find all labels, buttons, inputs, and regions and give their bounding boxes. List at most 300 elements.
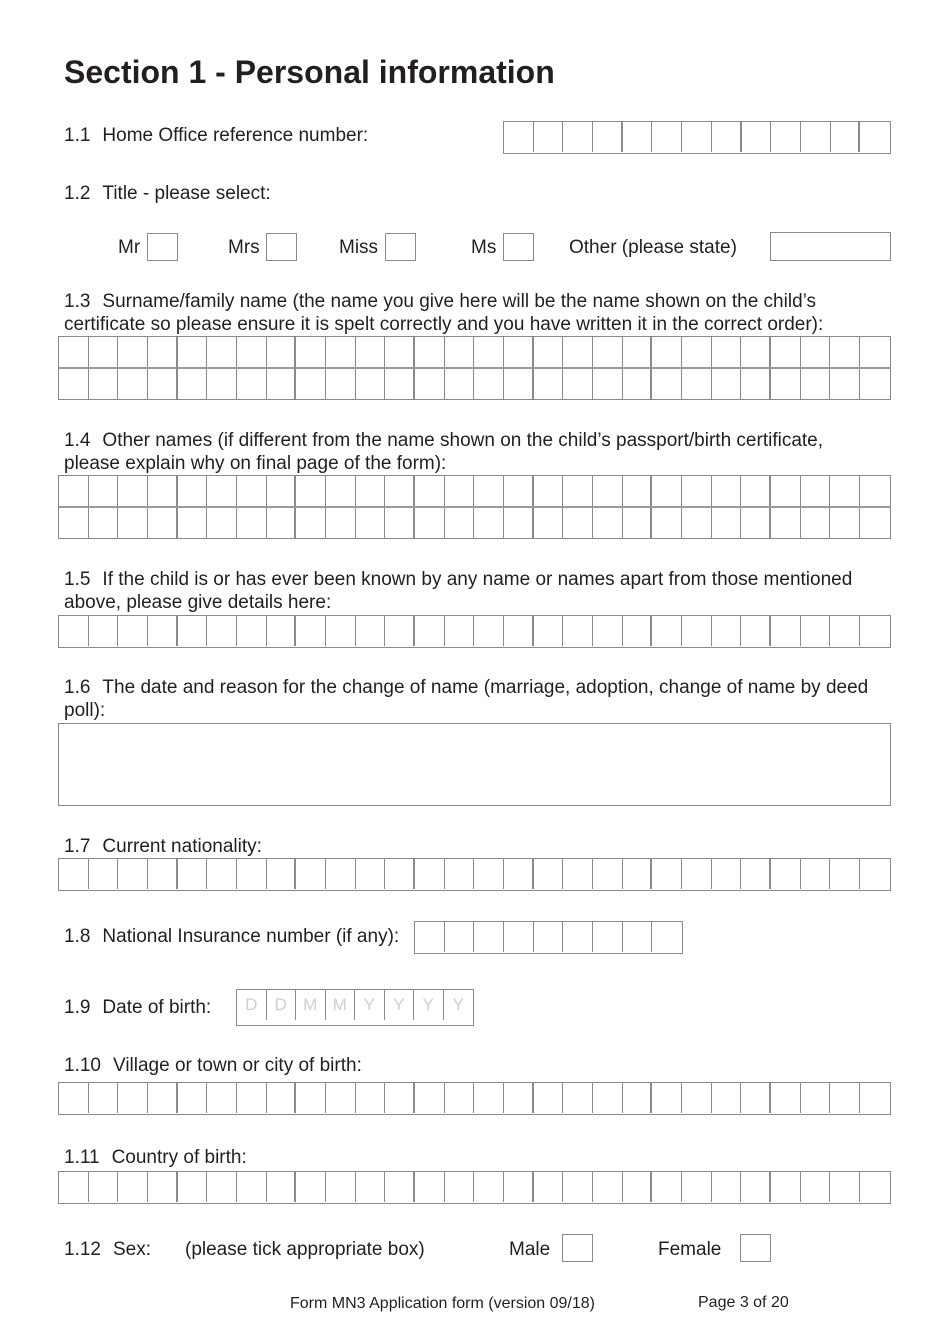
char-box[interactable] (118, 369, 148, 399)
char-box[interactable] (534, 616, 564, 646)
char-box[interactable] (326, 369, 356, 399)
char-box[interactable]: D (267, 990, 297, 1020)
char-box[interactable] (385, 1083, 415, 1113)
char-box[interactable] (741, 337, 771, 367)
char-box[interactable] (652, 476, 682, 506)
char-box[interactable] (59, 508, 89, 538)
char-box[interactable] (59, 476, 89, 506)
char-box[interactable] (59, 616, 89, 646)
char-box[interactable] (267, 508, 297, 538)
char-box[interactable] (623, 508, 653, 538)
char-box[interactable] (474, 369, 504, 399)
char-box[interactable] (741, 1083, 771, 1113)
char-box[interactable] (267, 1083, 297, 1113)
char-box[interactable] (356, 1083, 386, 1113)
char-box[interactable] (712, 337, 742, 367)
char-box[interactable] (563, 476, 593, 506)
char-box[interactable] (148, 508, 178, 538)
char-box[interactable] (445, 922, 475, 952)
char-box[interactable] (534, 1083, 564, 1113)
char-box[interactable] (860, 616, 890, 646)
char-box[interactable] (59, 1083, 89, 1113)
q1-5-line1 (64, 568, 852, 591)
char-box[interactable] (623, 922, 653, 952)
town-of-birth-input[interactable] (58, 1082, 891, 1115)
sex-male-checkbox[interactable] (562, 1234, 593, 1262)
char-box[interactable] (207, 508, 237, 538)
char-box[interactable] (385, 337, 415, 367)
char-box[interactable] (682, 859, 712, 889)
char-box[interactable] (534, 508, 564, 538)
char-box[interactable] (830, 859, 860, 889)
char-box[interactable] (89, 476, 119, 506)
char-box[interactable] (474, 922, 504, 952)
char-box[interactable] (860, 508, 890, 538)
char-box[interactable] (504, 1083, 534, 1113)
char-box[interactable] (563, 337, 593, 367)
char-box[interactable] (445, 508, 475, 538)
nationality-input[interactable] (58, 858, 891, 891)
char-box[interactable] (623, 369, 653, 399)
other-names-input[interactable] (58, 475, 891, 539)
char-box[interactable] (445, 859, 475, 889)
grid-row (59, 616, 890, 646)
char-box[interactable] (59, 337, 89, 367)
char-box[interactable] (742, 122, 772, 152)
char-box[interactable] (296, 476, 326, 506)
char-box[interactable] (593, 1172, 623, 1202)
char-box[interactable] (771, 337, 801, 367)
char-box[interactable] (356, 337, 386, 367)
char-box[interactable] (682, 369, 712, 399)
char-box[interactable] (267, 1172, 297, 1202)
char-box[interactable] (771, 1172, 801, 1202)
ni-number-input[interactable] (414, 921, 683, 954)
char-box[interactable] (801, 1172, 831, 1202)
char-box[interactable] (771, 1083, 801, 1113)
country-of-birth-input[interactable] (58, 1171, 891, 1204)
q1-3-line1 (64, 290, 816, 313)
char-box[interactable] (860, 337, 890, 367)
char-box[interactable] (474, 508, 504, 538)
char-box[interactable] (237, 1083, 267, 1113)
char-box[interactable] (830, 1083, 860, 1113)
char-box[interactable] (741, 476, 771, 506)
char-box[interactable] (326, 476, 356, 506)
char-box[interactable] (89, 508, 119, 538)
q1-9-label (64, 996, 211, 1019)
char-box[interactable] (504, 616, 534, 646)
char-box[interactable] (148, 369, 178, 399)
char-box[interactable] (712, 1083, 742, 1113)
char-box[interactable] (118, 1172, 148, 1202)
char-box[interactable] (296, 369, 326, 399)
char-box[interactable] (445, 1172, 475, 1202)
char-box[interactable] (415, 476, 445, 506)
char-box[interactable] (563, 859, 593, 889)
char-box[interactable]: Y (452, 995, 464, 1014)
title-ms-checkbox[interactable] (503, 233, 534, 261)
char-box[interactable] (860, 369, 890, 399)
q1-1-text: Home Office reference number: (102, 125, 369, 146)
char-box[interactable] (712, 616, 742, 646)
char-box[interactable] (207, 859, 237, 889)
char-box[interactable] (89, 1172, 119, 1202)
char-box[interactable] (356, 476, 386, 506)
char-box[interactable] (860, 122, 890, 152)
title-mrs-checkbox[interactable] (266, 233, 297, 261)
char-box[interactable]: Y (385, 990, 415, 1020)
char-box[interactable] (504, 476, 534, 506)
char-box[interactable] (356, 859, 386, 889)
char-box[interactable] (682, 476, 712, 506)
char-box[interactable] (771, 616, 801, 646)
char-box[interactable] (415, 337, 445, 367)
char-box[interactable] (267, 476, 297, 506)
date-of-birth-input[interactable] (236, 989, 474, 1026)
char-box[interactable] (712, 508, 742, 538)
char-box[interactable] (563, 616, 593, 646)
char-box[interactable] (178, 369, 208, 399)
char-box[interactable] (563, 508, 593, 538)
char-box[interactable] (385, 369, 415, 399)
char-box[interactable] (534, 859, 564, 889)
char-box[interactable] (682, 508, 712, 538)
q1-9-text: Date of birth: (102, 997, 212, 1018)
char-box[interactable] (89, 859, 119, 889)
char-box[interactable] (534, 337, 564, 367)
char-box[interactable] (207, 476, 237, 506)
char-box[interactable] (178, 337, 208, 367)
char-box[interactable] (356, 1172, 386, 1202)
char-box[interactable] (771, 859, 801, 889)
char-box[interactable] (118, 616, 148, 646)
q1-12-number: 1.12 (64, 1239, 101, 1260)
char-box[interactable] (652, 122, 682, 152)
char-box[interactable] (831, 122, 861, 152)
char-box[interactable] (504, 337, 534, 367)
char-box[interactable] (267, 859, 297, 889)
char-box[interactable] (89, 1083, 119, 1113)
char-box[interactable] (178, 616, 208, 646)
char-box[interactable] (593, 508, 623, 538)
char-box[interactable] (860, 476, 890, 506)
char-box[interactable] (830, 476, 860, 506)
char-box[interactable] (652, 922, 682, 952)
char-box[interactable] (652, 1172, 682, 1202)
char-box[interactable] (385, 859, 415, 889)
char-box[interactable] (445, 616, 475, 646)
char-box[interactable] (623, 337, 653, 367)
char-box[interactable] (237, 508, 267, 538)
char-box[interactable] (504, 1172, 534, 1202)
char-box[interactable] (593, 616, 623, 646)
q1-4-line2: please explain why on final page of the form): (64, 453, 447, 474)
char-box[interactable] (801, 369, 831, 399)
char-box[interactable] (623, 859, 653, 889)
title-ms-label: Ms (471, 237, 497, 258)
char-box[interactable] (148, 476, 178, 506)
char-box[interactable] (830, 1172, 860, 1202)
char-box[interactable] (534, 922, 564, 952)
char-box[interactable] (385, 1172, 415, 1202)
char-box[interactable] (712, 1172, 742, 1202)
char-box[interactable] (801, 508, 831, 538)
grid-row (59, 1083, 890, 1113)
char-box[interactable] (623, 616, 653, 646)
char-box[interactable] (593, 337, 623, 367)
char-box[interactable] (89, 369, 119, 399)
char-box[interactable] (652, 369, 682, 399)
char-box[interactable] (178, 1083, 208, 1113)
char-box[interactable] (118, 508, 148, 538)
q1-3-line2: certificate so please ensure it is spelt correctly and you have written it in the correct order): (64, 314, 824, 335)
char-box[interactable] (563, 122, 593, 152)
char-box[interactable] (712, 122, 742, 152)
q1-5-line2: above, please give details here: (64, 592, 332, 613)
char-box[interactable] (415, 616, 445, 646)
char-box[interactable] (385, 476, 415, 506)
char-box[interactable] (741, 1172, 771, 1202)
char-box[interactable] (801, 337, 831, 367)
char-box[interactable] (385, 616, 415, 646)
char-box[interactable] (563, 922, 593, 952)
char-box[interactable] (237, 476, 267, 506)
char-box[interactable] (504, 508, 534, 538)
title-miss-checkbox[interactable] (385, 233, 416, 261)
char-box[interactable] (593, 922, 623, 952)
char-box[interactable] (771, 369, 801, 399)
grid-row (59, 367, 890, 399)
char-box[interactable] (148, 859, 178, 889)
q1-4-number: 1.4 (64, 430, 91, 451)
char-box[interactable] (326, 859, 356, 889)
char-box[interactable] (237, 1172, 267, 1202)
char-box[interactable] (415, 859, 445, 889)
char-box[interactable] (118, 476, 148, 506)
char-box[interactable] (830, 508, 860, 538)
char-box[interactable] (445, 1083, 475, 1113)
char-box[interactable] (237, 337, 267, 367)
char-box[interactable] (652, 1083, 682, 1113)
q1-12-label (64, 1238, 151, 1261)
char-box[interactable] (237, 616, 267, 646)
q1-3-number: 1.3 (64, 291, 91, 312)
char-box[interactable] (712, 369, 742, 399)
char-box[interactable] (623, 1172, 653, 1202)
char-box[interactable] (445, 476, 475, 506)
char-box[interactable] (563, 1172, 593, 1202)
char-box[interactable] (830, 369, 860, 399)
char-box[interactable] (415, 1172, 445, 1202)
char-box[interactable] (652, 337, 682, 367)
char-box[interactable] (593, 369, 623, 399)
sex-female-checkbox[interactable] (740, 1234, 771, 1262)
char-box[interactable] (415, 1083, 445, 1113)
char-box[interactable] (356, 616, 386, 646)
char-box[interactable] (326, 1172, 356, 1202)
char-box[interactable] (267, 616, 297, 646)
char-box[interactable] (593, 859, 623, 889)
char-box[interactable]: M (326, 990, 356, 1020)
char-box[interactable] (207, 1172, 237, 1202)
char-box[interactable] (682, 122, 712, 152)
char-box[interactable]: D (237, 990, 267, 1020)
char-box[interactable] (682, 337, 712, 367)
char-box[interactable] (593, 476, 623, 506)
char-box[interactable] (178, 508, 208, 538)
char-box[interactable] (178, 1172, 208, 1202)
char-box[interactable]: Y (414, 990, 444, 1020)
char-box[interactable] (59, 369, 89, 399)
char-box[interactable] (771, 476, 801, 506)
char-box[interactable] (445, 337, 475, 367)
known-names-input[interactable] (58, 615, 891, 648)
char-box[interactable] (801, 1083, 831, 1113)
char-box[interactable] (771, 508, 801, 538)
char-box[interactable] (801, 616, 831, 646)
char-box[interactable] (830, 616, 860, 646)
q1-6-number: 1.6 (64, 677, 91, 698)
char-box[interactable] (504, 122, 534, 152)
char-box[interactable] (237, 859, 267, 889)
q1-6-line1 (64, 676, 868, 699)
char-box[interactable] (474, 1172, 504, 1202)
char-box[interactable] (682, 1172, 712, 1202)
char-box[interactable] (326, 337, 356, 367)
char-box[interactable] (207, 337, 237, 367)
char-box[interactable] (118, 1083, 148, 1113)
char-box[interactable] (296, 337, 326, 367)
char-box[interactable] (118, 337, 148, 367)
char-box[interactable] (504, 922, 534, 952)
char-box[interactable] (296, 1083, 326, 1113)
char-box[interactable] (326, 508, 356, 538)
char-box[interactable] (148, 1083, 178, 1113)
name-change-reason-textarea[interactable] (58, 723, 891, 806)
home-office-ref-input[interactable] (503, 121, 891, 154)
char-box[interactable] (296, 859, 326, 889)
char-box[interactable] (474, 476, 504, 506)
char-box[interactable] (534, 1172, 564, 1202)
title-mr-checkbox[interactable] (147, 233, 178, 261)
char-box[interactable] (504, 369, 534, 399)
char-box[interactable] (771, 122, 801, 152)
char-box[interactable] (267, 369, 297, 399)
q1-2-text: Title - please select: (102, 183, 271, 204)
q1-4-line1 (64, 429, 823, 452)
char-box[interactable] (652, 859, 682, 889)
char-box[interactable] (474, 616, 504, 646)
char-box[interactable] (741, 859, 771, 889)
q1-5-text-1: If the child is or has ever been known by any name or names apart from those mentioned (102, 569, 853, 590)
char-box[interactable] (148, 337, 178, 367)
char-box[interactable] (534, 476, 564, 506)
char-box[interactable] (860, 859, 890, 889)
char-box[interactable] (682, 616, 712, 646)
char-box[interactable] (563, 1083, 593, 1113)
char-box[interactable] (623, 476, 653, 506)
char-box[interactable] (534, 122, 564, 152)
char-box[interactable] (296, 1172, 326, 1202)
grid-row (59, 859, 890, 889)
surname-input[interactable] (58, 336, 891, 400)
q1-7-text: Current nationality: (102, 836, 262, 857)
char-box[interactable] (712, 476, 742, 506)
char-box[interactable] (267, 337, 297, 367)
char-box[interactable] (801, 476, 831, 506)
char-box[interactable] (474, 337, 504, 367)
char-box[interactable] (623, 122, 653, 152)
title-other-input[interactable] (770, 232, 891, 261)
char-box[interactable] (474, 1083, 504, 1113)
char-box[interactable] (148, 1172, 178, 1202)
char-box[interactable] (89, 337, 119, 367)
char-box[interactable] (178, 859, 208, 889)
char-box[interactable] (415, 922, 445, 952)
char-box[interactable] (801, 122, 831, 152)
char-box[interactable] (207, 369, 237, 399)
char-box[interactable] (296, 508, 326, 538)
char-box[interactable] (593, 1083, 623, 1113)
char-box[interactable] (652, 508, 682, 538)
grid-row (59, 476, 890, 506)
char-box[interactable] (356, 369, 386, 399)
char-box[interactable] (830, 337, 860, 367)
char-box[interactable] (474, 859, 504, 889)
char-box[interactable] (415, 508, 445, 538)
char-box[interactable] (801, 859, 831, 889)
char-box[interactable] (623, 1083, 653, 1113)
char-box[interactable] (89, 616, 119, 646)
char-box[interactable] (652, 616, 682, 646)
char-box[interactable] (563, 369, 593, 399)
char-box[interactable] (445, 369, 475, 399)
char-box[interactable] (385, 508, 415, 538)
char-box[interactable] (741, 369, 771, 399)
char-box[interactable] (148, 616, 178, 646)
char-box[interactable] (178, 476, 208, 506)
char-box[interactable] (207, 616, 237, 646)
char-box[interactable] (860, 1083, 890, 1113)
char-box[interactable] (534, 369, 564, 399)
char-box[interactable] (504, 859, 534, 889)
char-box[interactable] (326, 616, 356, 646)
char-box[interactable] (593, 122, 623, 152)
footer-page-number: Page 3 of 20 (698, 1294, 789, 1311)
char-box[interactable] (207, 1083, 237, 1113)
title-mrs-label: Mrs (228, 237, 260, 258)
char-box[interactable] (326, 1083, 356, 1113)
char-box[interactable]: M (296, 990, 326, 1020)
q1-8-label (64, 925, 399, 948)
char-box[interactable] (118, 859, 148, 889)
char-box[interactable] (356, 508, 386, 538)
char-box[interactable] (296, 616, 326, 646)
char-box[interactable] (741, 508, 771, 538)
q1-7-number: 1.7 (64, 836, 91, 857)
char-box[interactable] (237, 369, 267, 399)
char-box[interactable] (741, 616, 771, 646)
char-box[interactable] (712, 859, 742, 889)
char-box[interactable] (415, 369, 445, 399)
section-title: Section 1 - Personal information (64, 54, 555, 90)
char-box[interactable] (59, 1172, 89, 1202)
char-box[interactable] (59, 859, 89, 889)
char-box[interactable] (682, 1083, 712, 1113)
char-box[interactable] (860, 1172, 890, 1202)
char-box[interactable]: Y (355, 990, 385, 1020)
